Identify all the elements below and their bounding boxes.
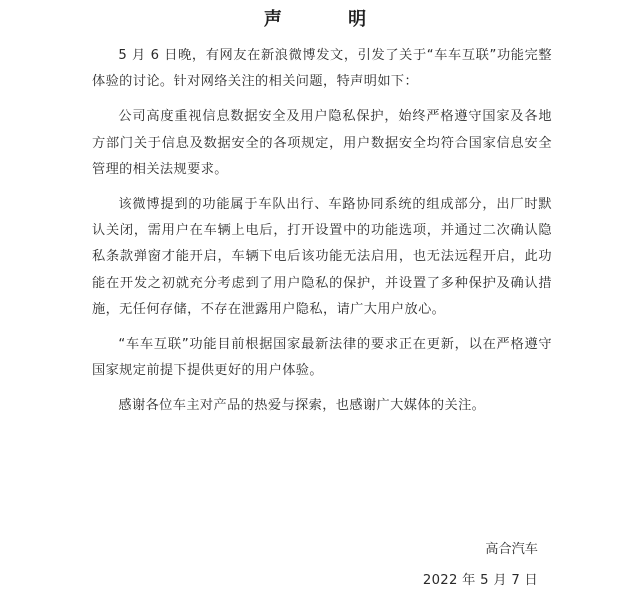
signature-company: 高合汽车 <box>485 542 538 557</box>
paragraph-feature-update: “车车互联”功能目前根据国家最新法律的要求正在更新，以在严格遵守国家规定前提下提供更好的用户体验。 <box>92 337 552 379</box>
document-title: 声 明 <box>263 9 397 30</box>
signature-date: 2022 年 5 月 7 日 <box>422 573 538 588</box>
paragraph-feature-explanation: 该微博提到的功能属于车队出行、车路协同系统的组成部分，出厂时默认关闭，需用户在车辆上电后，打开设置中的功能选项，并通过二次确认隐私条款弹窗才能开启，车辆下电后该功能无法启用，也无法远程开启，此功能在开发之初就充分考虑到了用户隐私的保护，并设置了多种保护及确认措施，无任何存储，不存在泄露用户隐私，请广大用户放心。 <box>92 197 552 317</box>
paragraph-data-security: 公司高度重视信息数据安全及用户隐私保护，始终严格遵守国家及各地方部门关于信息及数据安全的各项规定，用户数据安全均符合国家信息安全管理的相关法规要求。 <box>92 109 552 177</box>
paragraph-intro: 5 月 6 日晚，有网友在新浪微博发文，引发了关于“车车互联”功能完整体验的讨论。针对网络关注的相关问题，特声明如下： <box>92 48 552 90</box>
document-body <box>92 43 552 429</box>
paragraph-thanks: 感谢各位车主对产品的热爱与探索，也感谢广大媒体的关注。 <box>118 398 486 414</box>
